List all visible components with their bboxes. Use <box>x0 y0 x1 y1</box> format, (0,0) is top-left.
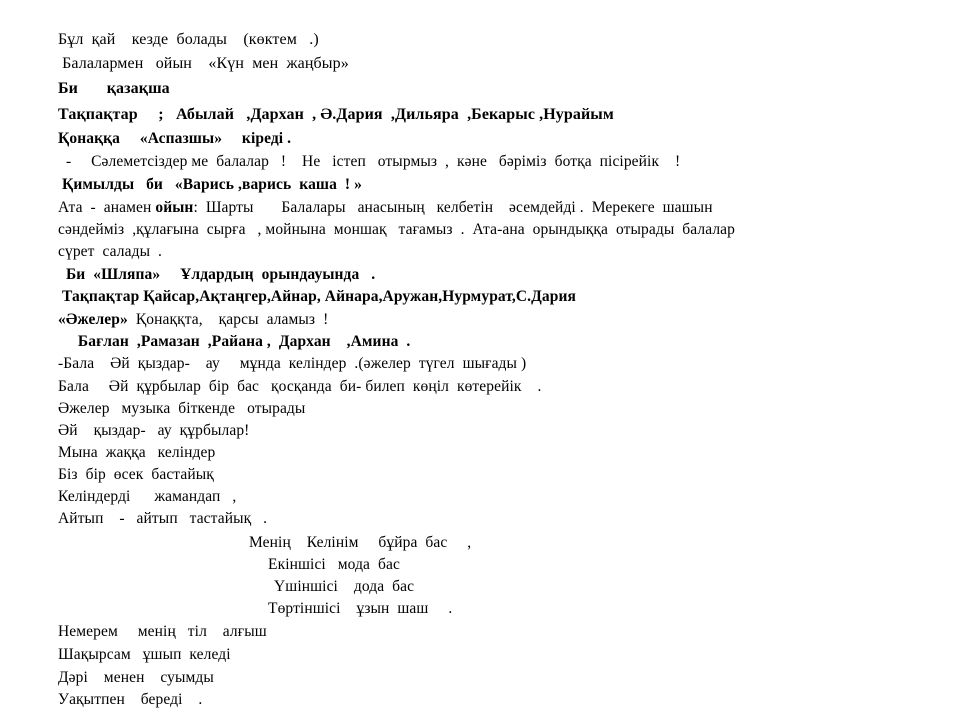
doc-line-indented-verse-3: Үшіншісі дода бас <box>274 578 415 595</box>
doc-line-verse-8: Дәрі менен суымды <box>58 669 214 686</box>
doc-line-parents-game-bold: ойын <box>155 199 194 216</box>
doc-line-game-title: Балалармен ойын «Күн мен жаңбыр» <box>58 55 349 72</box>
doc-line-verse-6: Немерем менің тіл алғыш <box>58 623 267 640</box>
doc-line-grandmothers-bold: «Әжелер» <box>58 311 128 328</box>
doc-line-draw: сүрет салады . <box>58 243 163 260</box>
doc-line-indented-verse-2: Екіншісі мода бас <box>268 556 400 573</box>
doc-line-grandmothers <box>58 310 328 330</box>
doc-line-verse-5: Айтып - айтып тастайық . <box>58 510 268 527</box>
doc-line-indented-verse-1: Менің Келінім бұйра бас , <box>249 534 472 551</box>
doc-line-movement-dance: Қимылды би «Варись ,варись каша ! » <box>58 176 363 193</box>
doc-line-parents-game <box>58 198 713 218</box>
doc-line-dance-heading: Би қазақша <box>58 80 170 97</box>
doc-line-verse-4: Келіндерді жамандап , <box>58 488 237 505</box>
doc-line-poem-performers-2: Тақпақтар Қайсар,Ақтаңгер,Айнар, Айнара,Аружан,Нурмурат,С.Дария <box>58 288 577 305</box>
doc-line-greeting: - Сәлеметсіздер ме балалар ! Не істеп отырмыз , кәне бәріміз ботқа пісірейік ! <box>58 153 681 170</box>
doc-line-dialogue-3: Әжелер музыка біткенде отырады <box>58 400 306 417</box>
doc-line-dialogue-1: -Бала Әй қыздар- ау мұнда келіндер .(әжелер түгел шығады ) <box>58 355 527 372</box>
doc-line-verse-9: Уақытпен береді . <box>58 691 203 708</box>
doc-line-poem-performers: Тақпақтар ; Абылай ,Дархан , Ә.Дария ,Дильяра ,Бекарыс ,Нурайым <box>58 106 614 123</box>
doc-line-parents-game-prefix: Ата - анамен <box>58 199 156 216</box>
doc-line-hat-dance: Би «Шляпа» Ұлдардың орындауында . <box>58 266 376 283</box>
doc-line-verse-1: Әй қыздар- ау құрбылар! <box>58 422 250 439</box>
doc-line-guest-enters: Қонаққа «Аспазшы» кіреді . <box>58 130 292 147</box>
doc-line-dialogue-2: Бала Әй құрбылар бір бас қосқанда би- билеп көңіл көтерейік . <box>58 378 542 395</box>
doc-line-indented-verse-4: Төртіншісі ұзын шаш . <box>268 600 453 617</box>
doc-line-verse-7: Шақырсам ұшып келеді <box>58 646 231 663</box>
doc-line-question: Бұл қай кезде болады (көктем .) <box>58 31 319 48</box>
doc-line-decorate: сәндейміз ,құлағына сырға , мойнына моншақ тағамыз . Ата-ана орындыққа отырады балалар <box>58 221 735 238</box>
doc-line-names: Бағлан ,Рамазан ,Райана , Дархан ,Амина . <box>58 333 411 350</box>
doc-line-grandmothers-rest: Қонаққта, қарсы аламыз ! <box>127 311 329 328</box>
doc-line-verse-2: Мына жаққа келіндер <box>58 444 216 461</box>
doc-line-verse-3: Біз бір өсек бастайық <box>58 466 214 483</box>
doc-line-parents-game-rest: : Шарты Балалары анасының келбетін әсемдейді . Мерекеге шашын <box>193 199 713 216</box>
